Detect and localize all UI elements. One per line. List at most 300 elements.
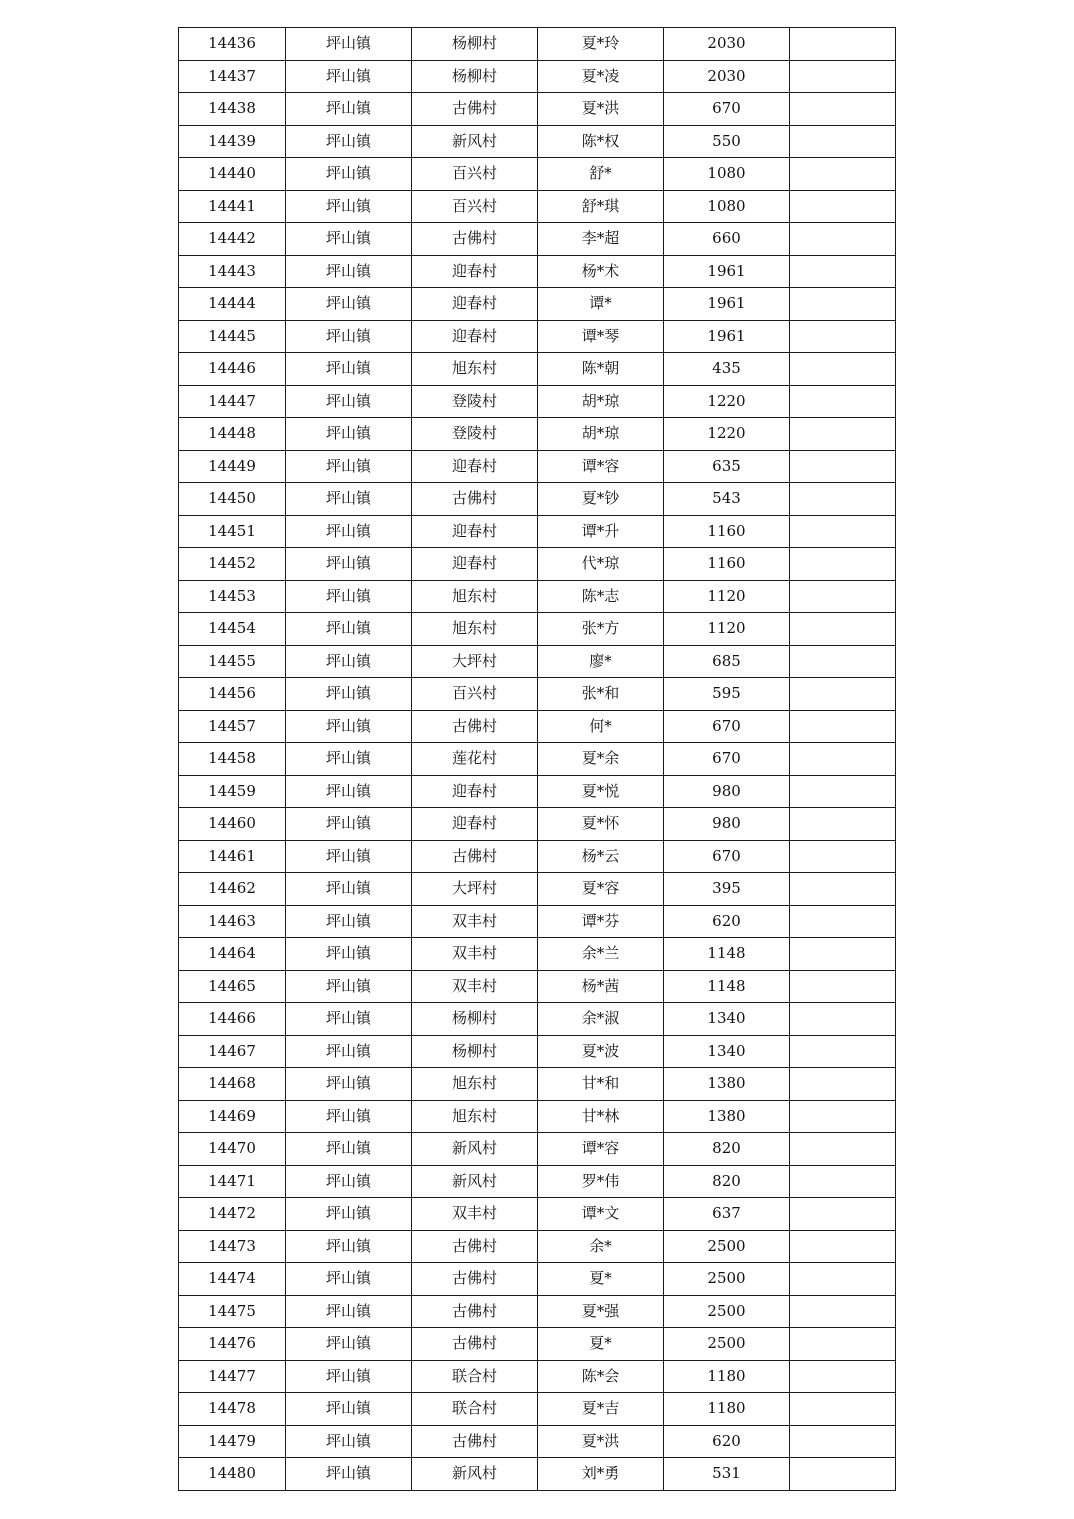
table-row [179, 515, 896, 548]
village-cell: 新风村 [412, 125, 538, 158]
table-row [179, 320, 896, 353]
village-cell: 大坪村 [412, 873, 538, 906]
remark-cell [790, 1003, 896, 1036]
name-cell: 谭*容 [538, 450, 664, 483]
table-row [179, 645, 896, 678]
town-cell: 坪山镇 [286, 1165, 412, 1198]
remark-cell [790, 60, 896, 93]
table-row [179, 1003, 896, 1036]
remark-cell [790, 1230, 896, 1263]
row-number-cell: 14450 [179, 483, 286, 516]
village-cell: 迎春村 [412, 775, 538, 808]
remark-cell [790, 1360, 896, 1393]
village-cell: 新风村 [412, 1165, 538, 1198]
name-cell: 余*兰 [538, 938, 664, 971]
village-cell: 杨柳村 [412, 1035, 538, 1068]
table-row [179, 905, 896, 938]
name-cell: 甘*林 [538, 1100, 664, 1133]
amount-cell: 620 [664, 905, 790, 938]
amount-cell: 1220 [664, 385, 790, 418]
village-cell: 百兴村 [412, 158, 538, 191]
village-cell: 百兴村 [412, 678, 538, 711]
name-cell: 舒*琪 [538, 190, 664, 223]
row-number-cell: 14465 [179, 970, 286, 1003]
remark-cell [790, 645, 896, 678]
amount-cell: 670 [664, 710, 790, 743]
village-cell: 旭东村 [412, 613, 538, 646]
town-cell: 坪山镇 [286, 678, 412, 711]
remark-cell [790, 125, 896, 158]
town-cell: 坪山镇 [286, 450, 412, 483]
row-number-cell: 14477 [179, 1360, 286, 1393]
town-cell: 坪山镇 [286, 483, 412, 516]
amount-cell: 1961 [664, 320, 790, 353]
amount-cell: 1120 [664, 580, 790, 613]
village-cell: 古佛村 [412, 1230, 538, 1263]
village-cell: 双丰村 [412, 970, 538, 1003]
village-cell: 联合村 [412, 1393, 538, 1426]
table-row [179, 710, 896, 743]
name-cell: 代*琼 [538, 548, 664, 581]
row-number-cell: 14436 [179, 28, 286, 61]
village-cell: 古佛村 [412, 710, 538, 743]
row-number-cell: 14476 [179, 1328, 286, 1361]
name-cell: 夏*强 [538, 1295, 664, 1328]
amount-cell: 2500 [664, 1295, 790, 1328]
row-number-cell: 14466 [179, 1003, 286, 1036]
table-row [179, 1458, 896, 1491]
remark-cell [790, 580, 896, 613]
town-cell: 坪山镇 [286, 808, 412, 841]
amount-cell: 1220 [664, 418, 790, 451]
amount-cell: 2500 [664, 1263, 790, 1296]
name-cell: 夏*钞 [538, 483, 664, 516]
table-row [179, 385, 896, 418]
town-cell: 坪山镇 [286, 93, 412, 126]
town-cell: 坪山镇 [286, 223, 412, 256]
row-number-cell: 14456 [179, 678, 286, 711]
table-row [179, 775, 896, 808]
remark-cell [790, 1165, 896, 1198]
village-cell: 古佛村 [412, 483, 538, 516]
row-number-cell: 14444 [179, 288, 286, 321]
town-cell: 坪山镇 [286, 353, 412, 386]
name-cell: 杨*茜 [538, 970, 664, 1003]
name-cell: 夏*怀 [538, 808, 664, 841]
table-row [179, 873, 896, 906]
amount-cell: 1180 [664, 1360, 790, 1393]
name-cell: 舒* [538, 158, 664, 191]
amount-cell: 620 [664, 1425, 790, 1458]
town-cell: 坪山镇 [286, 645, 412, 678]
village-cell: 古佛村 [412, 1328, 538, 1361]
remark-cell [790, 970, 896, 1003]
village-cell: 旭东村 [412, 580, 538, 613]
table-row [179, 288, 896, 321]
town-cell: 坪山镇 [286, 385, 412, 418]
row-number-cell: 14457 [179, 710, 286, 743]
remark-cell [790, 808, 896, 841]
amount-cell: 550 [664, 125, 790, 158]
town-cell: 坪山镇 [286, 938, 412, 971]
row-number-cell: 14467 [179, 1035, 286, 1068]
row-number-cell: 14449 [179, 450, 286, 483]
name-cell: 谭*芬 [538, 905, 664, 938]
remark-cell [790, 450, 896, 483]
amount-cell: 670 [664, 840, 790, 873]
amount-cell: 820 [664, 1133, 790, 1166]
row-number-cell: 14474 [179, 1263, 286, 1296]
table-row [179, 353, 896, 386]
village-cell: 双丰村 [412, 938, 538, 971]
amount-cell: 2500 [664, 1230, 790, 1263]
remark-cell [790, 1198, 896, 1231]
town-cell: 坪山镇 [286, 1458, 412, 1491]
town-cell: 坪山镇 [286, 1133, 412, 1166]
name-cell: 余*淑 [538, 1003, 664, 1036]
village-cell: 联合村 [412, 1360, 538, 1393]
roster-table-body [179, 28, 896, 1491]
town-cell: 坪山镇 [286, 1230, 412, 1263]
row-number-cell: 14463 [179, 905, 286, 938]
name-cell: 陈*权 [538, 125, 664, 158]
name-cell: 夏*洪 [538, 93, 664, 126]
town-cell: 坪山镇 [286, 1425, 412, 1458]
town-cell: 坪山镇 [286, 613, 412, 646]
name-cell: 余* [538, 1230, 664, 1263]
amount-cell: 685 [664, 645, 790, 678]
remark-cell [790, 1295, 896, 1328]
remark-cell [790, 1263, 896, 1296]
village-cell: 古佛村 [412, 93, 538, 126]
row-number-cell: 14461 [179, 840, 286, 873]
amount-cell: 1180 [664, 1393, 790, 1426]
remark-cell [790, 1328, 896, 1361]
remark-cell [790, 353, 896, 386]
row-number-cell: 14475 [179, 1295, 286, 1328]
amount-cell: 531 [664, 1458, 790, 1491]
row-number-cell: 14458 [179, 743, 286, 776]
table-row [179, 93, 896, 126]
row-number-cell: 14446 [179, 353, 286, 386]
remark-cell [790, 548, 896, 581]
town-cell: 坪山镇 [286, 1360, 412, 1393]
amount-cell: 2030 [664, 60, 790, 93]
remark-cell [790, 1393, 896, 1426]
village-cell: 旭东村 [412, 353, 538, 386]
town-cell: 坪山镇 [286, 1068, 412, 1101]
amount-cell: 1380 [664, 1068, 790, 1101]
amount-cell: 670 [664, 93, 790, 126]
town-cell: 坪山镇 [286, 1263, 412, 1296]
table-row [179, 1393, 896, 1426]
remark-cell [790, 840, 896, 873]
row-number-cell: 14472 [179, 1198, 286, 1231]
town-cell: 坪山镇 [286, 840, 412, 873]
name-cell: 谭*容 [538, 1133, 664, 1166]
village-cell: 双丰村 [412, 1198, 538, 1231]
table-row [179, 255, 896, 288]
town-cell: 坪山镇 [286, 710, 412, 743]
amount-cell: 595 [664, 678, 790, 711]
row-number-cell: 14451 [179, 515, 286, 548]
name-cell: 胡*琼 [538, 385, 664, 418]
town-cell: 坪山镇 [286, 580, 412, 613]
name-cell: 谭*文 [538, 1198, 664, 1231]
village-cell: 迎春村 [412, 288, 538, 321]
amount-cell: 1120 [664, 613, 790, 646]
remark-cell [790, 1068, 896, 1101]
table-row [179, 613, 896, 646]
name-cell: 夏*余 [538, 743, 664, 776]
table-row [179, 1263, 896, 1296]
table-row [179, 1230, 896, 1263]
table-row [179, 548, 896, 581]
name-cell: 谭* [538, 288, 664, 321]
town-cell: 坪山镇 [286, 775, 412, 808]
name-cell: 夏*凌 [538, 60, 664, 93]
name-cell: 谭*升 [538, 515, 664, 548]
name-cell: 杨*术 [538, 255, 664, 288]
name-cell: 夏*玲 [538, 28, 664, 61]
roster-table [178, 27, 896, 1491]
remark-cell [790, 320, 896, 353]
name-cell: 夏*容 [538, 873, 664, 906]
table-row [179, 938, 896, 971]
amount-cell: 435 [664, 353, 790, 386]
row-number-cell: 14473 [179, 1230, 286, 1263]
remark-cell [790, 515, 896, 548]
village-cell: 杨柳村 [412, 60, 538, 93]
table-row [179, 1035, 896, 1068]
amount-cell: 1340 [664, 1035, 790, 1068]
remark-cell [790, 158, 896, 191]
remark-cell [790, 93, 896, 126]
table-row [179, 1360, 896, 1393]
table-row [179, 580, 896, 613]
row-number-cell: 14462 [179, 873, 286, 906]
name-cell: 杨*云 [538, 840, 664, 873]
remark-cell [790, 905, 896, 938]
row-number-cell: 14468 [179, 1068, 286, 1101]
amount-cell: 1961 [664, 255, 790, 288]
remark-cell [790, 1035, 896, 1068]
town-cell: 坪山镇 [286, 190, 412, 223]
remark-cell [790, 418, 896, 451]
village-cell: 杨柳村 [412, 28, 538, 61]
amount-cell: 2030 [664, 28, 790, 61]
village-cell: 古佛村 [412, 223, 538, 256]
table-row [179, 1133, 896, 1166]
town-cell: 坪山镇 [286, 1328, 412, 1361]
remark-cell [790, 710, 896, 743]
row-number-cell: 14448 [179, 418, 286, 451]
town-cell: 坪山镇 [286, 125, 412, 158]
town-cell: 坪山镇 [286, 288, 412, 321]
remark-cell [790, 483, 896, 516]
amount-cell: 395 [664, 873, 790, 906]
row-number-cell: 14443 [179, 255, 286, 288]
amount-cell: 820 [664, 1165, 790, 1198]
town-cell: 坪山镇 [286, 158, 412, 191]
table-row [179, 970, 896, 1003]
table-row [179, 450, 896, 483]
village-cell: 登陵村 [412, 385, 538, 418]
name-cell: 陈*志 [538, 580, 664, 613]
table-row [179, 418, 896, 451]
table-row [179, 840, 896, 873]
town-cell: 坪山镇 [286, 1393, 412, 1426]
village-cell: 古佛村 [412, 1295, 538, 1328]
amount-cell: 635 [664, 450, 790, 483]
town-cell: 坪山镇 [286, 1198, 412, 1231]
village-cell: 百兴村 [412, 190, 538, 223]
amount-cell: 2500 [664, 1328, 790, 1361]
row-number-cell: 14442 [179, 223, 286, 256]
amount-cell: 1961 [664, 288, 790, 321]
row-number-cell: 14441 [179, 190, 286, 223]
amount-cell: 1080 [664, 190, 790, 223]
table-row [179, 190, 896, 223]
town-cell: 坪山镇 [286, 255, 412, 288]
village-cell: 旭东村 [412, 1100, 538, 1133]
name-cell: 张*方 [538, 613, 664, 646]
village-cell: 迎春村 [412, 515, 538, 548]
village-cell: 古佛村 [412, 1263, 538, 1296]
village-cell: 杨柳村 [412, 1003, 538, 1036]
town-cell: 坪山镇 [286, 970, 412, 1003]
town-cell: 坪山镇 [286, 1295, 412, 1328]
village-cell: 双丰村 [412, 905, 538, 938]
name-cell: 陈*朝 [538, 353, 664, 386]
town-cell: 坪山镇 [286, 548, 412, 581]
amount-cell: 1340 [664, 1003, 790, 1036]
name-cell: 陈*会 [538, 1360, 664, 1393]
amount-cell: 1080 [664, 158, 790, 191]
village-cell: 迎春村 [412, 320, 538, 353]
row-number-cell: 14447 [179, 385, 286, 418]
table-row [179, 743, 896, 776]
village-cell: 迎春村 [412, 450, 538, 483]
table-row [179, 1068, 896, 1101]
name-cell: 谭*琴 [538, 320, 664, 353]
table-row [179, 223, 896, 256]
name-cell: 甘*和 [538, 1068, 664, 1101]
name-cell: 夏*波 [538, 1035, 664, 1068]
row-number-cell: 14479 [179, 1425, 286, 1458]
remark-cell [790, 743, 896, 776]
name-cell: 夏*吉 [538, 1393, 664, 1426]
town-cell: 坪山镇 [286, 873, 412, 906]
town-cell: 坪山镇 [286, 1035, 412, 1068]
row-number-cell: 14459 [179, 775, 286, 808]
name-cell: 夏*洪 [538, 1425, 664, 1458]
row-number-cell: 14469 [179, 1100, 286, 1133]
amount-cell: 980 [664, 808, 790, 841]
row-number-cell: 14455 [179, 645, 286, 678]
row-number-cell: 14437 [179, 60, 286, 93]
name-cell: 廖* [538, 645, 664, 678]
name-cell: 胡*琼 [538, 418, 664, 451]
village-cell: 古佛村 [412, 1425, 538, 1458]
table-row [179, 1100, 896, 1133]
town-cell: 坪山镇 [286, 418, 412, 451]
village-cell: 大坪村 [412, 645, 538, 678]
row-number-cell: 14439 [179, 125, 286, 158]
row-number-cell: 14452 [179, 548, 286, 581]
table-row [179, 125, 896, 158]
row-number-cell: 14470 [179, 1133, 286, 1166]
table-row [179, 808, 896, 841]
table-row [179, 28, 896, 61]
village-cell: 旭东村 [412, 1068, 538, 1101]
amount-cell: 1148 [664, 970, 790, 1003]
town-cell: 坪山镇 [286, 28, 412, 61]
amount-cell: 980 [664, 775, 790, 808]
village-cell: 迎春村 [412, 548, 538, 581]
amount-cell: 660 [664, 223, 790, 256]
row-number-cell: 14478 [179, 1393, 286, 1426]
name-cell: 罗*伟 [538, 1165, 664, 1198]
remark-cell [790, 1133, 896, 1166]
amount-cell: 1160 [664, 548, 790, 581]
name-cell: 何* [538, 710, 664, 743]
remark-cell [790, 1425, 896, 1458]
name-cell: 李*超 [538, 223, 664, 256]
village-cell: 新风村 [412, 1133, 538, 1166]
amount-cell: 1160 [664, 515, 790, 548]
table-row [179, 158, 896, 191]
row-number-cell: 14460 [179, 808, 286, 841]
remark-cell [790, 255, 896, 288]
remark-cell [790, 190, 896, 223]
name-cell: 夏*悦 [538, 775, 664, 808]
amount-cell: 637 [664, 1198, 790, 1231]
row-number-cell: 14453 [179, 580, 286, 613]
name-cell: 张*和 [538, 678, 664, 711]
remark-cell [790, 223, 896, 256]
remark-cell [790, 385, 896, 418]
remark-cell [790, 775, 896, 808]
amount-cell: 1148 [664, 938, 790, 971]
remark-cell [790, 678, 896, 711]
town-cell: 坪山镇 [286, 60, 412, 93]
town-cell: 坪山镇 [286, 905, 412, 938]
row-number-cell: 14480 [179, 1458, 286, 1491]
remark-cell [790, 1458, 896, 1491]
village-cell: 迎春村 [412, 255, 538, 288]
name-cell: 刘*勇 [538, 1458, 664, 1491]
amount-cell: 670 [664, 743, 790, 776]
remark-cell [790, 1100, 896, 1133]
row-number-cell: 14464 [179, 938, 286, 971]
row-number-cell: 14445 [179, 320, 286, 353]
town-cell: 坪山镇 [286, 743, 412, 776]
table-row [179, 1295, 896, 1328]
row-number-cell: 14438 [179, 93, 286, 126]
table-row [179, 1198, 896, 1231]
remark-cell [790, 613, 896, 646]
name-cell: 夏* [538, 1328, 664, 1361]
table-row [179, 1165, 896, 1198]
row-number-cell: 14454 [179, 613, 286, 646]
village-cell: 莲花村 [412, 743, 538, 776]
village-cell: 登陵村 [412, 418, 538, 451]
town-cell: 坪山镇 [286, 320, 412, 353]
village-cell: 新风村 [412, 1458, 538, 1491]
table-row [179, 483, 896, 516]
row-number-cell: 14440 [179, 158, 286, 191]
